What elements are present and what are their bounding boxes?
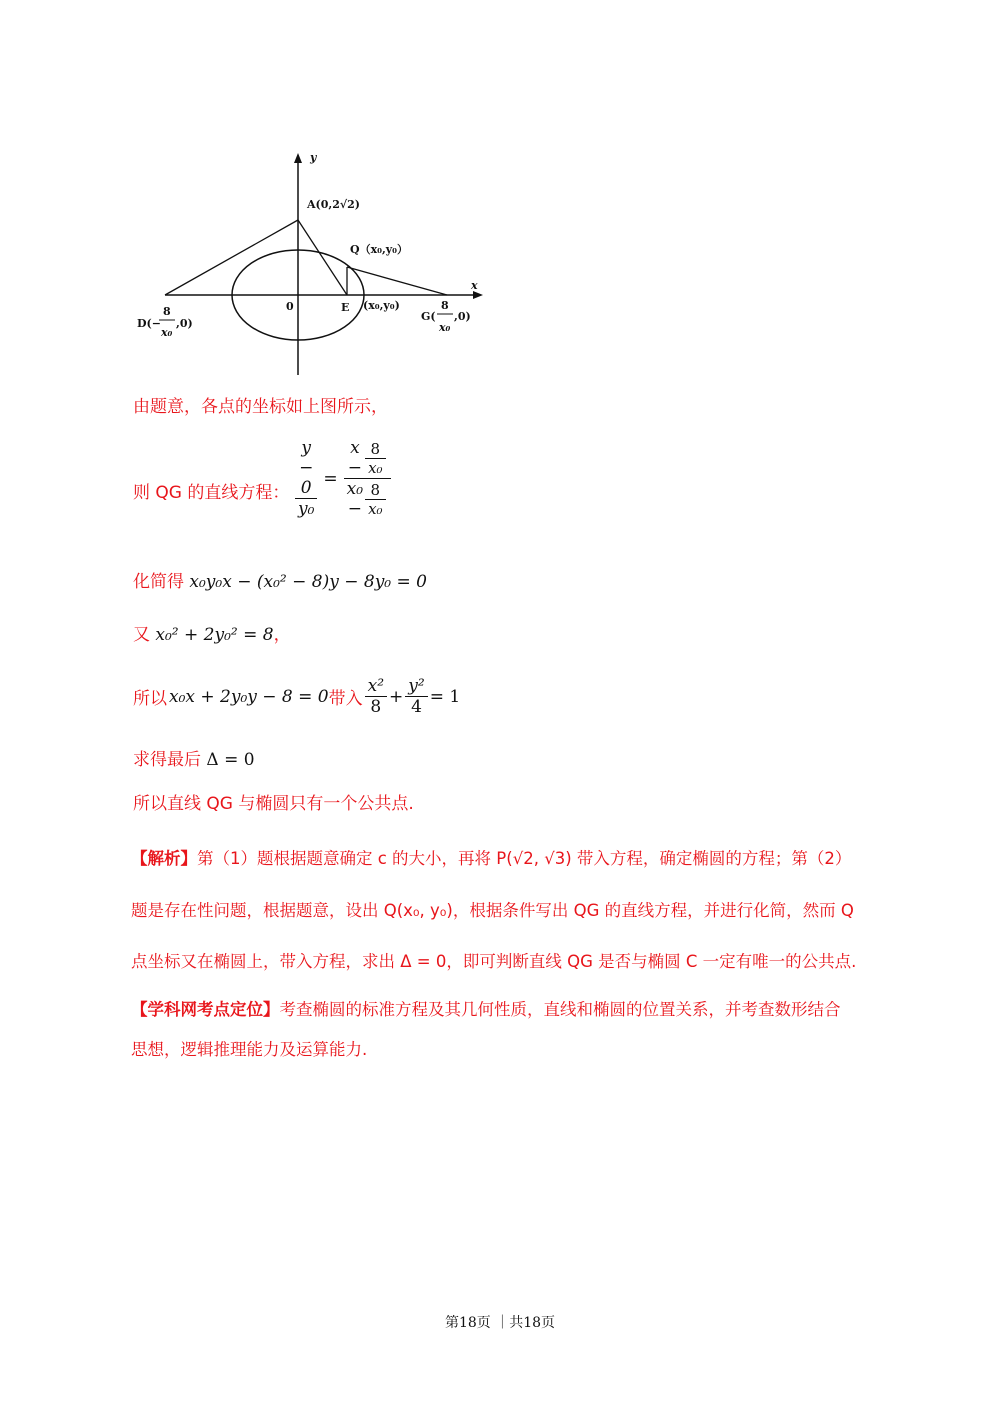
- label-d-num: 8: [163, 305, 171, 318]
- label-d-prefix: D(−: [137, 317, 161, 330]
- therefore-label: 所以: [133, 689, 167, 709]
- analysis-text-1: 第（1）题根据题意确定 c 的大小，再将 P(√2, √3) 带入方程，确定椭圆的方程；第（2）: [197, 849, 852, 868]
- rhs-numerator: [344, 438, 391, 479]
- line-qg: [347, 267, 447, 295]
- rhs-den-sub-num: 8: [365, 481, 385, 500]
- simplified-equation: x₀y₀x − (x₀² − 8)y − 8y₀ = 0: [189, 572, 427, 592]
- analysis-tag: 【解析】: [131, 849, 197, 868]
- ellipse-figure: [125, 145, 495, 380]
- comma: ，: [273, 625, 291, 645]
- label-e-coord: (x₀,y₀): [363, 299, 400, 312]
- label-a: A(0,2√2): [307, 198, 360, 211]
- frac2-den: 4: [411, 697, 422, 717]
- rhs-num-term: x −: [347, 438, 362, 478]
- kaodian-line-1: [131, 996, 891, 1020]
- text-line-3: [133, 567, 427, 592]
- equals-one: = 1: [429, 686, 461, 707]
- ellipse-diagram: [125, 145, 495, 380]
- rhs-den-subfraction: [365, 481, 385, 518]
- label-y: y: [310, 151, 317, 164]
- label-d-den: x₀: [161, 326, 173, 339]
- rhs-fraction: [344, 438, 391, 519]
- ellipse-frac-2: [405, 676, 427, 717]
- kaodian-tag: 【学科网考点定位】: [131, 1000, 280, 1019]
- label-g-den: x₀: [439, 321, 451, 334]
- text-line-1: 由题意，各点的坐标如上图所示，: [133, 397, 388, 417]
- analysis-line-3: 点坐标又在椭圆上，带入方程，求出 Δ = 0，即可判断直线 QG 是否与椭圆 C 一定有唯一的公共点.: [131, 952, 857, 971]
- analysis-line-2: 题是存在性问题，根据题意，设出 Q(x₀, y₀)，根据条件写出 QG 的直线方程，并进行化简，然而 Q: [131, 901, 854, 920]
- page-footer: 第18页 ｜共18页: [444, 1315, 556, 1331]
- substitute-label: 带入: [328, 689, 363, 709]
- label-g-suffix: ,0): [454, 310, 471, 323]
- label-g-prefix: G(: [421, 310, 436, 323]
- x-axis-arrow: [473, 291, 483, 299]
- frac1-den: 8: [370, 697, 382, 717]
- result-label: 求得最后: [133, 750, 201, 770]
- rhs-num-subfraction: [365, 440, 385, 477]
- simplify-label: 化简得: [133, 572, 184, 592]
- text-line-7: 所以直线 QG 与椭圆只有一个公共点.: [133, 794, 414, 814]
- rhs-denominator: [344, 479, 391, 519]
- rhs-num-sub-den: x₀: [368, 458, 383, 477]
- ellipse-frac-1: [365, 676, 387, 717]
- equals-sign: =: [323, 468, 338, 489]
- qg-equation-math: [293, 438, 393, 519]
- plus-sign: +: [389, 686, 404, 707]
- label-origin: 0: [286, 300, 294, 313]
- kaodian-text-1: 考查椭圆的标准方程及其几何性质，直线和椭圆的位置关系，并考查数形结合: [279, 1000, 841, 1019]
- rhs-den-term: x₀ −: [346, 479, 364, 519]
- text-line-5: [133, 676, 460, 717]
- y-axis-arrow: [294, 153, 302, 163]
- text-line-4: [133, 620, 291, 645]
- line-da: [165, 220, 298, 295]
- qg-equation-label: 则 QG 的直线方程：: [133, 483, 290, 503]
- label-x: x: [471, 279, 478, 292]
- label-q: Q（x₀,y₀）: [350, 243, 408, 256]
- text-line-6: [133, 745, 255, 770]
- analysis-line-1: [131, 845, 891, 869]
- lhs-numerator: y − 0: [295, 438, 317, 499]
- label-d-suffix: ,0): [176, 317, 193, 330]
- also-label: 又: [133, 625, 150, 645]
- kaodian-line-2: 思想，逻辑推理能力及运算能力.: [131, 1040, 368, 1059]
- label-g-num: 8: [441, 299, 449, 312]
- tangent-equation: x₀x + 2y₀y − 8 = 0: [169, 686, 329, 707]
- line-ae: [298, 220, 347, 295]
- label-e: E: [341, 301, 350, 314]
- lhs-denominator: y₀: [298, 499, 315, 519]
- ellipse-point-equation: x₀² + 2y₀² = 8: [155, 625, 274, 645]
- rhs-num-sub-num: 8: [365, 440, 385, 459]
- discriminant-result: Δ = 0: [206, 750, 255, 770]
- frac2-num: y²: [405, 676, 427, 697]
- rhs-den-sub-den: x₀: [368, 499, 383, 518]
- frac1-num: x²: [365, 676, 387, 697]
- lhs-fraction: [295, 438, 317, 519]
